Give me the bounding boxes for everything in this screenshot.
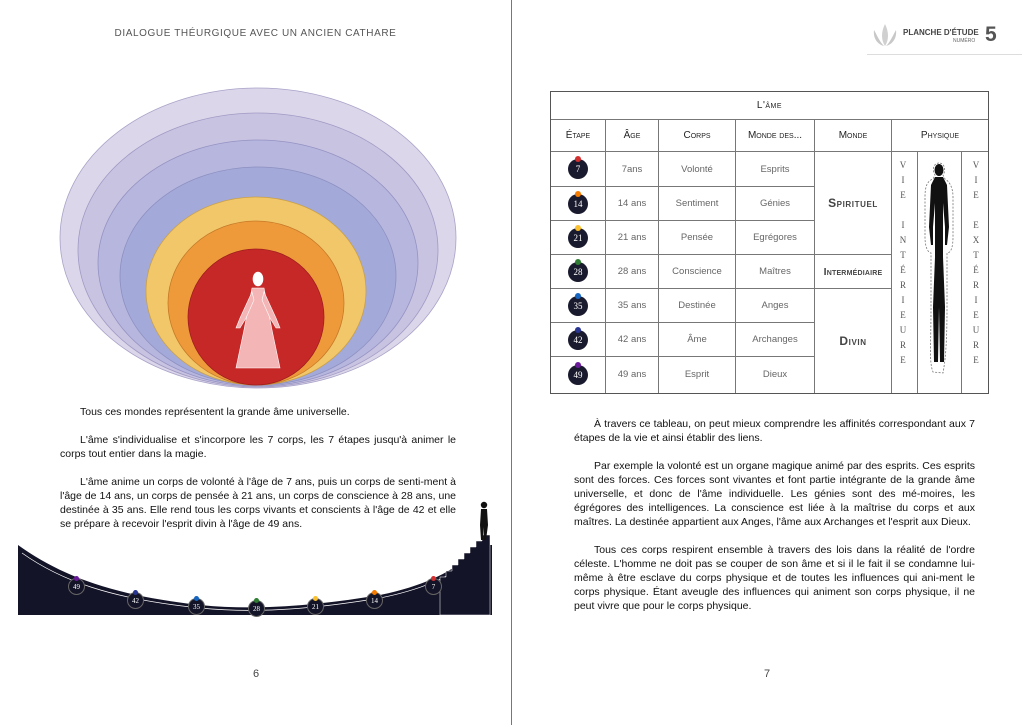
vertical-letter: T [900,250,906,260]
vertical-letter: I [974,295,978,305]
world-of-cell: Anges [761,300,789,311]
vertical-letter: I [901,295,905,305]
stage-label: 14 [573,198,583,209]
right-paragraph-3: Tous ces corps respirent ensemble à travers des lois dans la réalité de l'ordre céleste. L'homme ne doit pas se couper de son âme et si il le fait il se condamne lui-même à être esclave du corps physique et de toutes les influences qui ani-ment le corps physique. Étant aveugle des influences qui animent son corps physique, il ne peut vivre que pour le corps physique. [574,544,975,612]
vertical-letter: E [973,355,979,365]
stage-cell [551,357,605,392]
stage-badge [568,296,588,316]
vertical-letter: I [901,220,905,230]
stage-cell [551,255,605,288]
world-of-cell: Archanges [752,334,798,345]
vertical-letter [975,203,977,218]
stage-dot [431,576,436,581]
vertical-letter: E [973,220,979,230]
body-cell: Sentiment [675,198,719,209]
stage-label: 49 [573,369,583,380]
concentric-souls-illustration [0,0,511,400]
table-title: L'âme [756,100,783,111]
vertical-letter: R [899,340,906,350]
body-cell: Conscience [672,266,722,277]
valley-stage-14 [366,592,383,609]
vertical-letter [902,203,904,218]
stage-dot [575,259,581,265]
header-stage: Étape [565,130,591,141]
body-cell: Pensée [680,232,714,243]
stage-cell [551,187,605,220]
human-silhouette [919,157,959,387]
age-cell: 42 ans [617,334,647,345]
vertical-letter: R [972,340,979,350]
right-paragraph-2: Par exemple la volonté est un organe magique animé par des esprits. Ces esprits sont des forces. Ces forces sont vivantes et font partie intégrante de la grande âme universelle, et donc de l'âme individuelle. Les génies sont des mé-moires, les égrégores des intelligences. La conscience est liée à la maîtrise du corps et aux maîtres. La destinée appartient aux Anges, l'âme aux Archanges et l'esprit aux Dieux. [574,460,975,528]
inner-life-label [896,158,910,368]
world-intermediate: Intermédiaire [823,265,883,278]
plate-subtitle: NUMÉRO [953,38,976,44]
stage-badge [568,194,588,214]
vertical-letter: E [973,310,979,320]
vertical-letter: É [973,265,979,275]
valley-stage-label: 14 [371,596,378,605]
vertical-letter: U [972,325,980,335]
stage-badge [568,159,588,179]
page-number: 7 [763,668,771,680]
vertical-letter: É [900,265,906,275]
world-of-cell: Egrégores [753,232,797,243]
stage-dot [575,293,581,299]
stage-cell [551,289,605,322]
world-of-cell: Esprits [760,163,790,175]
vertical-letter: N [899,235,907,245]
valley-stage-label: 42 [132,596,139,605]
world-of-cell: Dieux [762,369,788,380]
vertical-letter: I [974,175,978,185]
age-cell: 28 ans [617,266,647,277]
age-cell: 35 ans [617,300,647,311]
stage-dot [74,576,79,581]
world-spiritual: Spirituel [828,196,878,210]
left-paragraph-3: L'âme anime un corps de volonté à l'âge de 7 ans, puis un corps de senti-ment à l'âge de 14 ans, un corps de pensée à 21 ans, un corps de conscience à 28 ans, une destinée à 35 ans. Elle rend tous les corps vivants et conscients à l'âge de 42 et elle se prépare à recevoir l'esprit divin à l'âge de 49 ans. [60,476,456,530]
age-cell: 14 ans [617,198,647,209]
world-divine: Divin [839,334,867,348]
valley-stage-35 [188,598,205,615]
vertical-letter: V [899,160,907,170]
world-of-cell: Maîtres [759,266,791,277]
vertical-letter: E [900,190,906,200]
age-cell: 21 ans [617,232,647,243]
stage-dot [313,596,318,601]
header-world: Monde [838,130,868,141]
stage-badge [568,365,588,385]
stage-dot [575,225,581,231]
stage-dot [575,327,581,333]
outer-life-label [969,158,983,368]
stage-cell [551,221,605,254]
valley-stage-7 [425,578,442,595]
vertical-letter: V [972,160,980,170]
valley-stage-21 [307,598,324,615]
header-body: Corps [683,130,711,141]
vertical-letter: R [972,280,979,290]
valley-stage-label: 28 [253,604,260,613]
vertical-letter: T [973,250,979,260]
stage-cell [551,152,605,186]
header-worlds-of: Monde des... [747,130,803,141]
vertical-letter: U [899,325,907,335]
right-page [512,0,1024,725]
standing-man-silhouette [480,502,488,540]
stage-dot [133,590,138,595]
valley-stage-42 [127,592,144,609]
stage-cell [551,323,605,356]
left-paragraph-1: Tous ces mondes représentent la grande âme universelle. [80,406,350,418]
stage-dot [575,191,581,197]
header-age: Âge [623,130,641,141]
left-paragraph-2: L'âme s'individualise et s'incorpore les 7 corps, les 7 étapes jusqu'à animer le corps tout entier dans la magie. [60,434,456,460]
stage-dot [372,590,377,595]
stage-dot [575,362,581,368]
plate-title: PLANCHE D'ÉTUDE [903,28,979,37]
stage-label: 28 [573,266,583,277]
valley-stage-label: 7 [431,582,436,591]
staircase [440,535,490,615]
stage-label: 21 [573,232,583,243]
running-header: DIALOGUE THÉURGIQUE AVEC UN ANCIEN CATHARE [114,28,397,39]
stage-dot [254,598,259,603]
stage-badge [568,262,588,282]
stage-dot [575,156,581,162]
age-cell: 7ans [621,163,643,175]
valley-stage-28 [248,600,265,617]
body-cell: Esprit [684,369,710,380]
stage-label: 35 [573,300,583,311]
age-cell: 49 ans [617,369,647,380]
plate-header [867,18,1022,55]
page-number: 6 [252,668,260,680]
soul-table [550,91,989,394]
plate-number: 5 [985,23,997,46]
vertical-letter: E [973,190,979,200]
right-body-text [574,417,975,627]
vertical-letter: X [972,235,980,245]
stage-badge [568,330,588,350]
valley-stage-label: 35 [193,602,200,611]
stage-dot [194,596,199,601]
valley-stage-label: 49 [73,582,80,591]
vertical-letter: I [901,175,905,185]
stage-label: 7 [575,164,581,174]
lotus-flame-icon [869,22,901,48]
header-physical: Physique [920,130,960,141]
stage-badge [568,228,588,248]
stage-label: 42 [573,334,583,345]
vertical-letter: E [900,310,906,320]
body-cell: Volonté [681,163,713,175]
body-cell: Âme [687,334,707,345]
right-paragraph-1: À travers ce tableau, on peut mieux comprendre les affinités correspondant aux 7 étapes de la vie et ainsi établir des liens. [574,418,975,444]
vertical-letter: E [900,355,906,365]
valley-stage-label: 21 [312,602,319,611]
valley-stage-49 [68,578,85,595]
world-of-cell: Génies [759,198,791,209]
body-cell: Destinée [678,300,716,311]
vertical-letter: R [899,280,906,290]
